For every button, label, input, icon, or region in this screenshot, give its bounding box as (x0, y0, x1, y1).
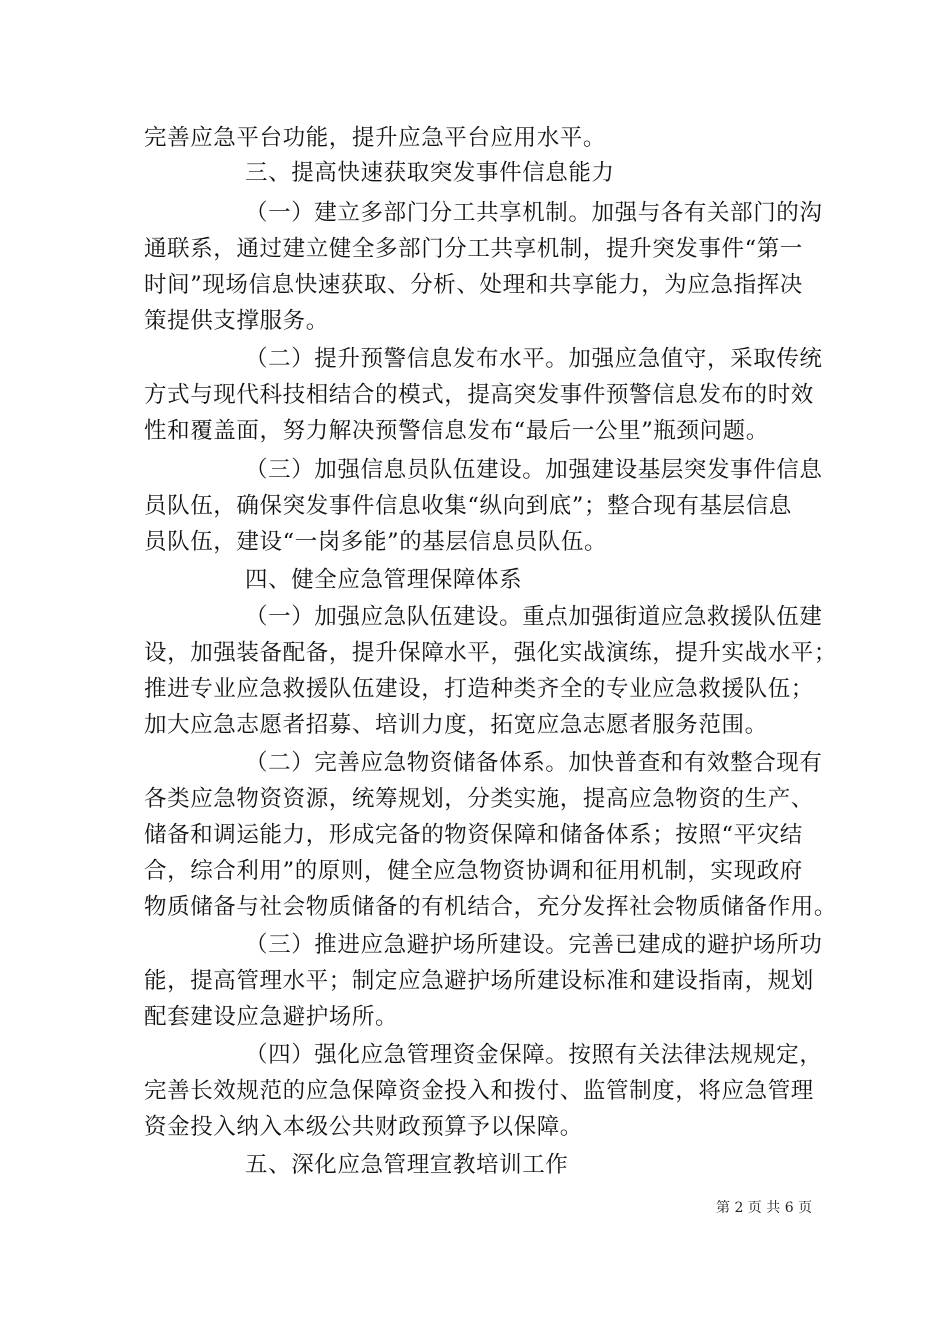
body-text-line: 物质储备与社会物质储备的有机结合，充分发挥社会物质储备作用。 (144, 894, 838, 920)
body-text-line: 策提供支撑服务。 (144, 308, 329, 334)
body-text-line: 时间”现场信息快速获取、分析、处理和共享能力，为应急指挥决 (144, 272, 803, 298)
section-heading: 四、健全应急管理保障体系 (245, 567, 523, 593)
paragraph-first-line: （二）完善应急物资储备体系。加快普查和有效整合现有 (245, 750, 823, 776)
body-text-line: 加大应急志愿者招募、培训力度，拓宽应急志愿者服务范围。 (144, 712, 768, 738)
body-text-line: 各类应急物资资源，统筹规划，分类实施，提高应急物资的生产、 (144, 786, 814, 812)
body-text-line: 员队伍，确保突发事件信息收集“纵向到底”；整合现有基层信息 (144, 493, 792, 519)
body-text-line: 完善应急平台功能，提升应急平台应用水平。 (144, 125, 607, 151)
page-number: 第 2 页 共 6 页 (716, 1200, 813, 1216)
body-text-line: 方式与现代科技相结合的模式，提高突发事件预警信息发布的时效 (144, 382, 814, 408)
body-text-line: 设，加强装备配备，提升保障水平，强化实战演练，提升实战水平； (144, 640, 838, 666)
body-text-line: 储备和调运能力，形成完备的物资保障和储备体系；按照“平灾结 (144, 822, 803, 848)
body-text-line: 性和覆盖面，努力解决预警信息发布“最后一公里”瓶颈问题。 (144, 418, 769, 444)
body-text-line: 合，综合利用”的原则，健全应急物资协调和征用机制，实现政府 (144, 858, 803, 884)
body-text-line: 员队伍，建设“一岗多能”的基层信息员队伍。 (144, 529, 608, 555)
paragraph-first-line: （三）加强信息员队伍建设。加强建设基层突发事件信息 (245, 457, 823, 483)
body-text-line: 完善长效规范的应急保障资金投入和拨付、监管制度，将应急管理 (144, 1078, 814, 1104)
body-text-line: 配套建设应急避护场所。 (144, 1004, 399, 1030)
body-text-line: 通联系，通过建立健全多部门分工共享机制，提升突发事件“第一 (144, 236, 803, 262)
paragraph-first-line: （二）提升预警信息发布水平。加强应急值守，采取传统 (245, 346, 823, 372)
paragraph-first-line: （三）推进应急避护场所建设。完善已建成的避护场所功 (245, 932, 823, 958)
paragraph-first-line: （四）强化应急管理资金保障。按照有关法律法规规定， (245, 1042, 823, 1068)
section-heading: 三、提高快速获取突发事件信息能力 (245, 160, 615, 186)
paragraph-first-line: （一）建立多部门分工共享机制。加强与各有关部门的沟 (245, 200, 823, 226)
body-text-line: 资金投入纳入本级公共财政预算予以保障。 (144, 1114, 583, 1140)
section-heading: 五、深化应急管理宣教培训工作 (245, 1152, 569, 1178)
body-text-line: 推进专业应急救援队伍建设，打造种类齐全的专业应急救援队伍； (144, 676, 814, 702)
body-text-line: 能，提高管理水平；制定应急避护场所建设标准和建设指南，规划 (144, 968, 814, 994)
paragraph-first-line: （一）加强应急队伍建设。重点加强街道应急救援队伍建 (245, 604, 823, 630)
